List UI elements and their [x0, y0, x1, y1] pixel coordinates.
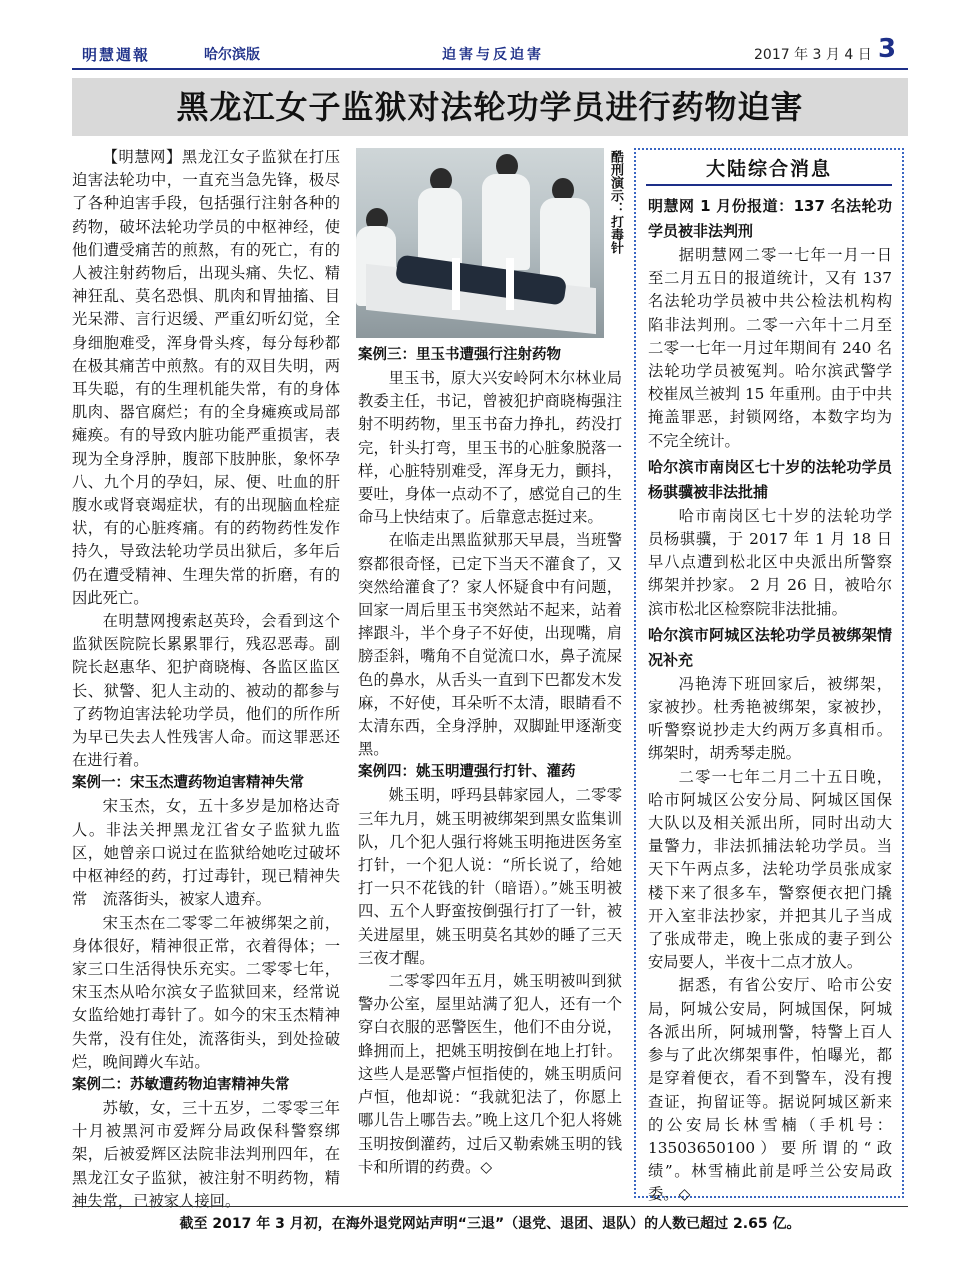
- edition-label: 哈尔滨版: [204, 47, 260, 63]
- sidebar-heading: 哈尔滨市阿城区法轮功学员被绑架情况补充: [648, 625, 892, 669]
- title-banner: [72, 78, 908, 136]
- article-heading: 案例三：里玉书遭强行注射药物: [358, 347, 561, 363]
- sidebar-paragraph: 冯艳涛下班回家后，被绑架，家被抄。杜秀艳被绑架，家被抄，听警察说抄走大约两万多真相币。绑架时，胡秀琴走脱。: [648, 674, 892, 763]
- article-heading: 案例一：宋玉杰遭药物迫害精神失常: [72, 775, 304, 792]
- photo-strap: [452, 258, 460, 310]
- sidebar-paragraph: 二零一七年二月二十五日晚，哈市阿城区公安分局、阿城区国保大队以及相关派出所，同时出动大量警力，非法抓捕法轮功学员。当天下午两点多，法轮功学员张成家楼下来了很多车，警察便衣把门撬开入室非法抄家，并把其儿子当成了张成带走，晚上张成的妻子到公安局要人，半夜十二点才放人。: [648, 767, 892, 972]
- sidebar-rule: [646, 184, 892, 186]
- footer-rule: [72, 1206, 908, 1207]
- page-number: 3: [878, 34, 897, 64]
- article-heading: 案例四：姚玉明遭强行打针、灌药: [358, 764, 576, 781]
- footer-note: 截至 2017 年 3 月初，在海外退党网站声明“三退”（退党、退团、退队）的人数已超过 2.65 亿。: [179, 1216, 801, 1232]
- article-paragraph: 宋玉杰在二零零二年被绑架之前，身体很好，精神很正常，衣着得体；一家三口生活得快乐充实。二零零七年，宋玉杰从哈尔滨女子监狱回来，经常说女监给她打毒针了。如今的宋玉杰精神失常，没有住处，流落街头，到处捡破烂，晚间蹲火车站。: [72, 913, 340, 1071]
- article-heading: 案例二：苏敏遭药物迫害精神失常: [72, 1076, 290, 1093]
- article-paragraph: 苏敏，女，三十五岁，二零零三年十月被黑河市爱辉分局政保科警察绑架，后被爱辉区法院非法判刑四年，在黑龙江女子监狱，被注射不明药物，精神失常，已被家人接回。: [72, 1098, 340, 1210]
- article-photo: [356, 148, 604, 338]
- article-column-2: [358, 344, 622, 1179]
- sidebar-heading: 哈尔滨市南岗区七十岁的法轮功学员杨骐骥被非法批捕: [648, 457, 892, 501]
- article-paragraph: 宋玉杰，女，五十多岁是加格达奇人。非法关押黑龙江省女子监狱九监区，她曾亲口说过在监狱给她吃过破坏中枢神经的药，打过毒针，现已精神失常 流落街头，被家人遗弃。: [72, 797, 340, 909]
- article-paragraph: 【明慧网】黑龙江女子监狱在打压迫害法轮功中，一直充当急先锋，极尽了各种迫害手段，包括强行注射各种的药物，破坏法轮功学员的中枢神经，使他们遭受痛苦的煎熬，有的死亡，有的人被注射药物后，出现头痛、失忆、精神狂乱、莫名恐惧、肌肉和胃抽搐、目光呆滞、言行迟缓、严重幻听幻觉，全身细胞难受，浑身骨头疼，每分每秒都在极其痛苦中煎熬。有的双目失明，两耳失聪，有的生理机能失常，有的身体肌肉、器官腐烂；有的全身瘫痪或局部瘫痪。有的导致内脏功能严重损害，表现为全身浮肿，腹部下肢肿胀，象怀孕八、九个月的孕妇，尿、便、吐血的肝腹水或肾衰竭症状，有的出现脑血栓症状，有的心脏疼痛。有的药物药性发作持久，导致法轮功学员出狱后，多年后仍在遭受精神、生理失常的折磨，有的因此死亡。: [72, 148, 340, 607]
- sidebar-title: 大陆综合消息: [705, 158, 832, 180]
- photo-figure: [482, 174, 530, 270]
- sidebar-paragraph: 据明慧网二零一七年一月一日至二月五日的报道统计，又有 137 名法轮功学员被中共公检法机构构陷非法判刑。二零一六年十二月至二零一七年一月过年期间有 240 名法轮功学员被冤判。哈尔滨武警学校崔凤兰被判 15 年重刑。由于中共掩盖罪恶，封锁网络，本数字均为不完全统计。: [648, 246, 892, 450]
- issue-date: 2017 年 3 月 4 日: [754, 47, 872, 63]
- sidebar-paragraph: 哈市南岗区七十岁的法轮功学员杨骐骥，于 2017 年 1 月 18 日早八点遭到松北区中央派出所警察绑架并抄家。 2 月 26 日，被哈尔滨市松北区检察院非法批捕。: [648, 506, 892, 618]
- sidebar-column: [648, 192, 892, 1207]
- article-paragraph: 里玉书，原大兴安岭阿木尔林业局教委主任，书记，曾被犯护商晓梅强注射不明药物，里玉书奋力挣扎，药没打完，针头打弯，里玉书的心脏象脱落一样，心脏特别难受，浑身无力，颤抖，要吐，身体一点动不了，感觉自己的生命马上快结束了。后靠意志挺过来。: [358, 369, 622, 527]
- article-paragraph: 在临走出黑监狱那天早晨，当班警察都很奇怪，已定下当天不灌食了，又突然给灌食了？家人怀疑食中有问题，回家一周后里玉书突然站不起来，站着摔跟斗，半个身子不好使，出现嘴，肩膀歪斜，嘴角不自觉流口水，鼻子流屎色的鼻水，从舌头一直到下巴都发木发麻，不好使，耳朵听不太清，眼睛看不太清东西，全身浮肿，双脚趾甲逐渐变黑。: [358, 531, 622, 759]
- article-paragraph: 二零零四年五月，姚玉明被叫到狱警办公室，屋里站满了犯人，还有一个穿白衣服的恶警医生，他们不由分说，蜂拥而上，把姚玉明按倒在地上打针。这些人是恶警卢恒指使的，姚玉明质问卢恒，他却说：“我就犯法了，你愿上哪儿告上哪告去。”晚上这几个犯人将姚玉明按倒灌药，过后又勒索姚玉明的钱卡和所谓的药费。◇: [358, 972, 622, 1176]
- photo-strap: [506, 258, 514, 310]
- article-column-1: [72, 146, 340, 1213]
- page-header: [72, 34, 908, 68]
- sidebar-heading: 明慧网 1 月份报道：137 名法轮功学员被非法判刑: [648, 197, 892, 240]
- article-paragraph: 在明慧网搜索赵英玲，会看到这个监狱医院院长累累罪行，残忍恶毒。副院长赵惠华、犯护商晓梅、各监区监区长、狱警、犯人主动的、被动的都参与了药物迫害法轮功学员，他们的所作所为早已失去人性残害人命。而这罪恶还在进行着。: [72, 612, 340, 770]
- sidebar-paragraph: 据悉，有省公安厅、哈市公安局，阿城公安局，阿城国保，阿城各派出所，阿城刑警，特警上百人参与了此次绑架事件，怕曝光，都是穿着便衣，看不到警车，没有搜查证，拘留证等。据说阿城区新来的公安局长林雪楠（手机号：13503650100）要所谓的“政绩”。林雪楠此前是呼兰公安局政委。◇: [648, 976, 892, 1204]
- news-sidebar: [634, 148, 904, 1204]
- article-paragraph: 姚玉明，呼玛县韩家园人，二零零三年九月，姚玉明被绑架到黑女监集训队，几个犯人强行将姚玉明拖进医务室打针，一个犯人说：“所长说了，给她打一只不花钱的针（暗语）。”姚玉明被四、五个人野蛮按倒强行打了一针，被关进屋里，姚玉明莫名其妙的睡了三天三夜才醒。: [358, 786, 622, 967]
- section-label: 迫害与反迫害: [442, 47, 544, 63]
- article-title: 黑龙江女子监狱对法轮功学员进行药物迫害: [176, 88, 804, 126]
- photo-caption: 酷刑演示：打毒针: [608, 150, 623, 254]
- masthead: 明慧週報: [82, 46, 151, 64]
- header-rule: [72, 68, 908, 70]
